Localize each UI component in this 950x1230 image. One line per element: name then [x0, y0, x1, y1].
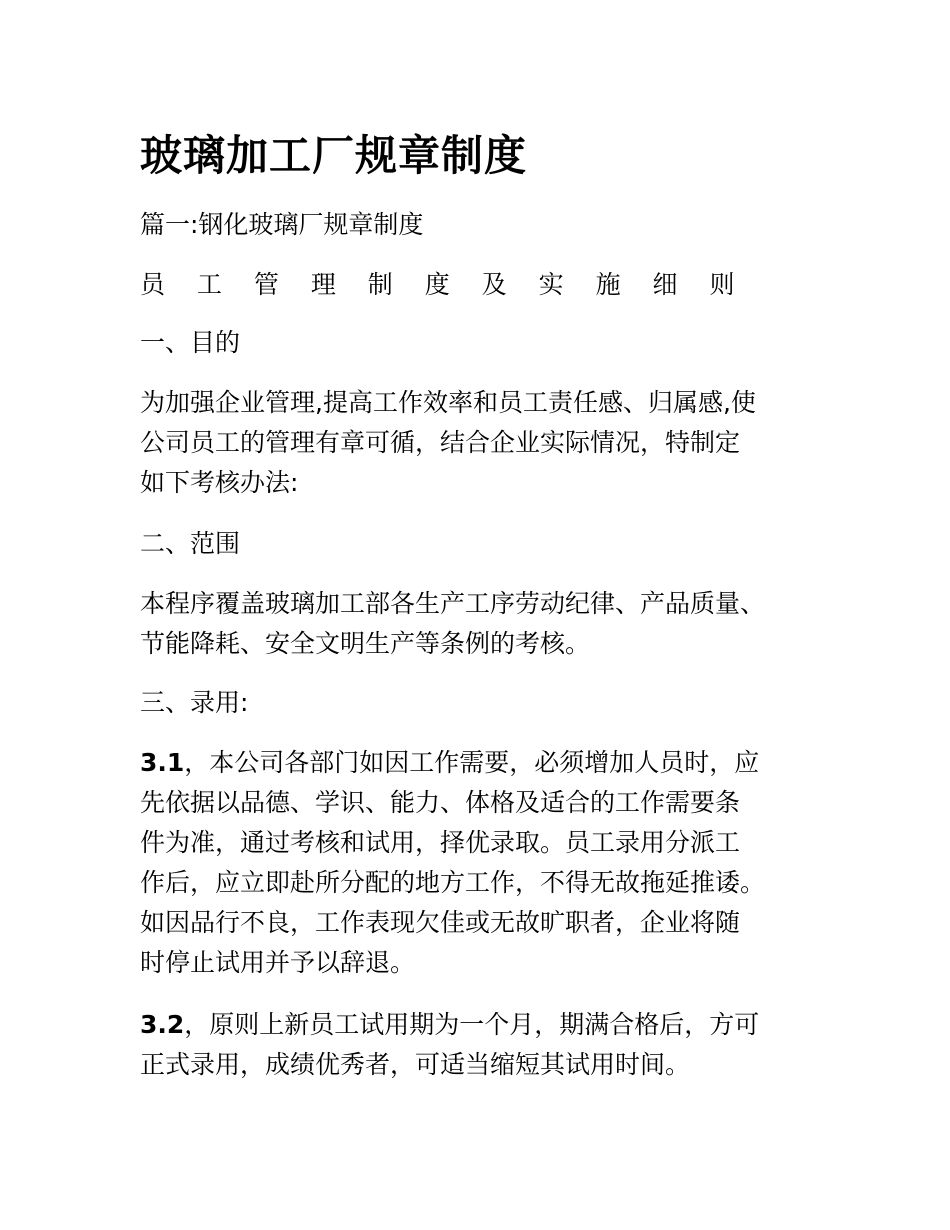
paragraph-line: 公司员工的管理有章可循，结合企业实际情况，特制定 [140, 428, 741, 457]
paragraph-line: 时停止试用并予以辞退。 [140, 948, 416, 977]
paragraph-line: 节能降耗、安全文明生产等条例的考核。 [140, 629, 591, 658]
section2-heading: 二、范围 [140, 529, 241, 558]
clause-text: ，原则上新员工试用期为一个月，期满合格后，方可 [184, 1010, 760, 1039]
clause-number: 3.2 [140, 1010, 185, 1039]
paragraph-line: 本程序覆盖玻璃加工部各生产工序劳动纪律、产品质量、 [140, 589, 766, 618]
paragraph-line [140, 743, 820, 783]
paragraph-line: 如下考核办法: [140, 468, 299, 497]
paragraph-line: 作后，应立即赴所分配的地方工作，不得无故拖延推诿。 [140, 868, 766, 897]
clause-3-1 [140, 743, 820, 983]
section1-heading: 一、目的 [140, 328, 241, 357]
section3-heading: 三、录用: [140, 688, 249, 717]
clause-3-2 [140, 1005, 820, 1085]
subtitle: 篇一:钢化玻璃厂规章制度 [140, 210, 424, 239]
paragraph-line: 如因品行不良，工作表现欠佳或无故旷职者，企业将随 [140, 908, 741, 937]
clause-text: ，本公司各部门如因工作需要，必须增加人员时，应 [184, 748, 760, 777]
section1-paragraph [140, 383, 820, 503]
main-heading: 员 工 管 理 制 度 及 实 施 细 则 [140, 270, 747, 299]
paragraph-line [140, 1005, 820, 1045]
section2-paragraph [140, 584, 820, 664]
paragraph-line: 件为准，通过考核和试用，择优录取。员工录用分派工 [140, 828, 741, 857]
clause-number: 3.1 [140, 748, 185, 777]
paragraph-line: 正式录用，成绩优秀者，可适当缩短其试用时间。 [140, 1050, 691, 1079]
paragraph-line: 为加强企业管理,提高工作效率和员工责任感、归属感,使 [140, 388, 756, 417]
paragraph-line: 先依据以品德、学识、能力、体格及适合的工作需要条 [140, 788, 741, 817]
document-title: 玻璃加工厂规章制度 [140, 131, 528, 180]
